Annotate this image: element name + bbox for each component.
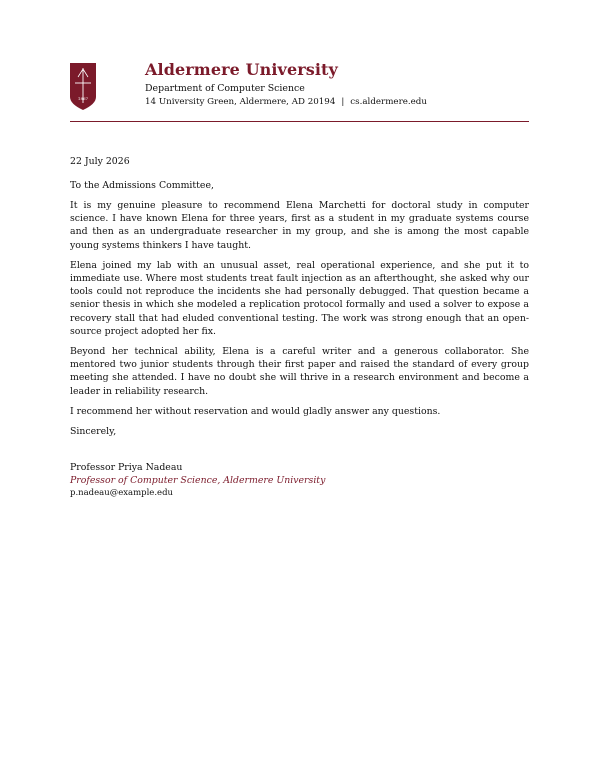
letterhead-divider [70,121,529,122]
shield-year: 1867 [77,96,89,101]
signatory-name: Professor Priya Nadeau [70,462,183,474]
paragraph-2: Elena joined my lab with an unusual asset, real operational experience, and she put it to immediate use. Where most students treat fault injection as an afterthought, she asked why our tools could not reproduce the incidents she had personally debugged. That question became a senior thesis in which she modeled a replication protocol formally and used a solver to expose a recovery stall that had eluded conventional testing. The work was strong enough that an open-source project adopted her fix. [70,259,529,337]
signatory-email[interactable]: p.nadeau@example.edu [70,488,173,499]
paragraph-3: Beyond her technical ability, Elena is a careful writer and a generous collaborator. She mentored two junior students through their first paper and raised the standard of every group meeting she attended. I have no doubt she will thrive in a research environment and become a leader in reliability research. [70,346,529,397]
street-address: 14 University Green, Aldermere, AD 20194 [145,97,336,107]
department-name: Department of Computer Science [145,83,305,94]
paragraph-1: It is my genuine pleasure to recommend Elena Marchetti for doctoral study in computer science. I have known Elena for three years, first as a student in my graduate systems course and then as an undergraduate researcher in my group, and she is among the most capable young systems thinkers I have taught. [70,200,529,251]
signatory-title: Professor of Computer Science, Aldermere University [70,475,326,487]
website-link[interactable]: cs.aldermere.edu [350,97,427,107]
salutation: To the Admissions Committee, [70,180,214,191]
university-name: Aldermere University [145,60,338,79]
university-shield-icon [70,63,96,110]
paragraph-4: I recommend her without reservation and would gladly answer any questions. [70,405,441,417]
letter-date: 22 July 2026 [70,156,130,167]
letter-body [70,155,529,499]
closing: Sincerely, [70,426,117,438]
letterhead [145,60,545,108]
address-line [145,96,545,108]
address-separator: | [341,97,345,107]
